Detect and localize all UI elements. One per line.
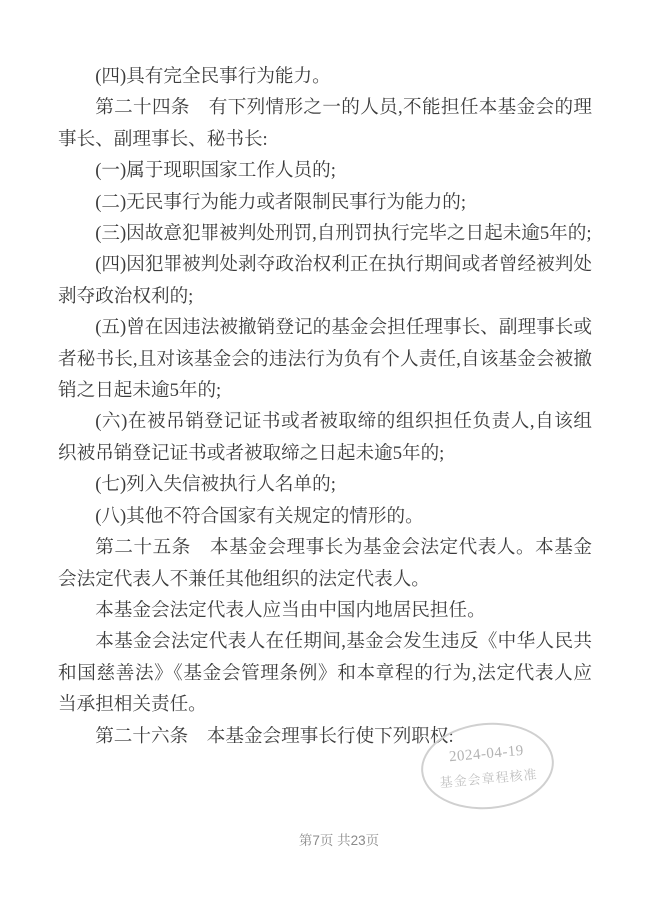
stamp-label: 基金会章程核准: [439, 766, 539, 790]
paragraph: 本基金会法定代表人应当由中国内地居民担任。: [95, 599, 486, 621]
paragraph: (一)属于现职国家工作人员的;: [95, 160, 336, 182]
paragraph: (四)具有完全民事行为能力。: [95, 66, 331, 87]
paragraph: (六)在被吊销登记证书或者被取缔的组织担任负责人,自该组织被吊销登记证书或者被取缔之日起未逾5年的;: [58, 411, 592, 464]
paragraph: (二)无民事行为能力或者限制民事行为能力的;: [95, 191, 467, 213]
paragraph: 第二十五条 本基金会理事长为基金会法定代表人。本基金会法定代表人不兼任其他组织的法定代表人。: [58, 537, 592, 590]
paragraph: (四)因犯罪被判处剥夺政治权利正在执行期间或者曾经被判处剥夺政治权利的;: [58, 254, 592, 307]
stamp-date: 2024-04-19: [448, 742, 525, 765]
paragraph: (五)曾在因违法被撤销登记的基金会担任理事长、副理事长或者秘书长,且对该基金会的违法行为负有个人责任,自该基金会被撤销之日起未逾5年的;: [58, 317, 592, 402]
paragraph: (三)因故意犯罪被判处刑罚,自刑罚执行完毕之日起未逾5年的;: [95, 223, 592, 245]
paragraph: 第二十四条 有下列情形之一的人员,不能担任本基金会的理事长、副理事长、秘书长:: [58, 97, 592, 150]
document-body: [58, 61, 592, 752]
paragraph: 第二十六条 本基金会理事长行使下列职权:: [95, 725, 454, 747]
paragraph: (八)其他不符合国家有关规定的情形的。: [95, 505, 424, 527]
paragraph: 本基金会法定代表人在任期间,基金会发生违反《中华人民共和国慈善法》《基金会管理条例》和本章程的行为,法定代表人应当承担相关责任。: [58, 631, 592, 716]
page-footer: 第7页 共23页: [298, 833, 380, 848]
paragraph: (七)列入失信被执行人名单的;: [95, 474, 336, 496]
